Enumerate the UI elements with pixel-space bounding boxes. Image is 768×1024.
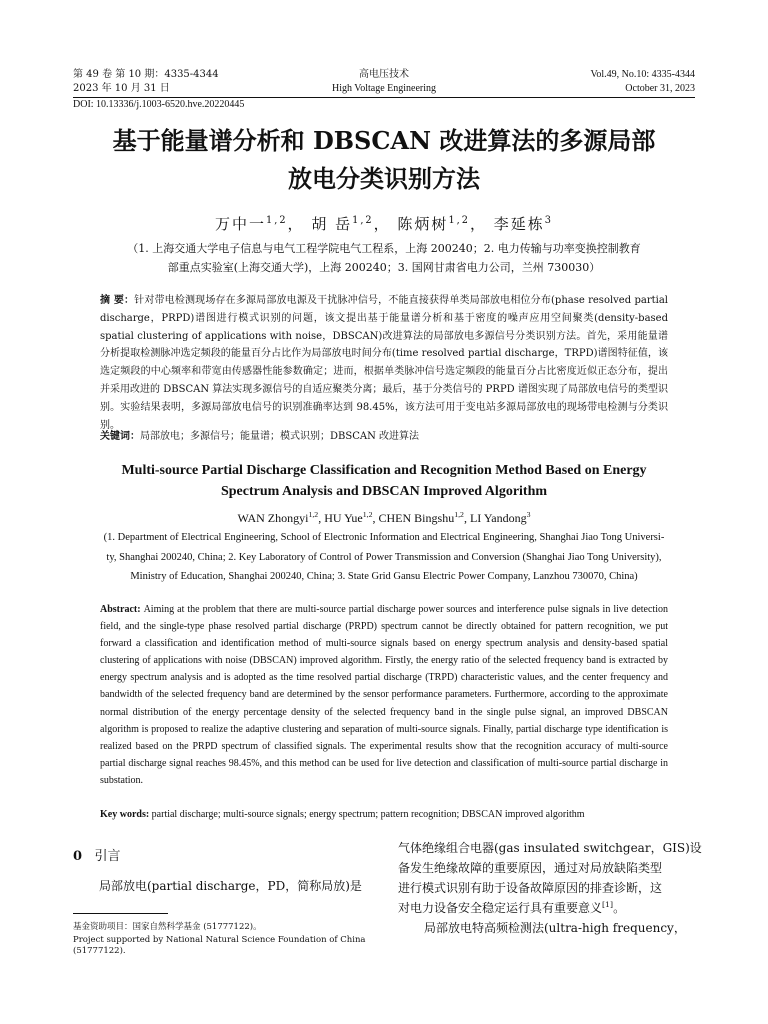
journal-volume-issue: 第 49 卷 第 10 期：4335-4344	[73, 69, 219, 80]
keywords-cn-label: 关键词：	[100, 431, 140, 442]
keywords-en	[100, 808, 680, 822]
intro-paragraph-right-line2: 备发生绝缘故障的重要原因，通过对局放缺陷类型	[398, 861, 663, 875]
title-cn-line2: 放电分类识别方法	[288, 164, 480, 193]
footnote-rule	[73, 913, 168, 914]
affiliation-en-line3: Ministry of Education, Shanghai 200240, China; 3. State Grid Gansu Electric Power Company, Lanzhou 730070, China)	[130, 571, 638, 582]
journal-name-cn: 高电压技术	[359, 69, 409, 80]
authors-en	[40, 510, 728, 526]
section-heading	[73, 848, 120, 866]
footnote-cn: 基金资助项目：国家自然科学基金 (51777122)。	[73, 922, 262, 932]
author-cn: 李延栋$^3$	[493, 215, 553, 233]
title-en-line1: Multi-source Partial Discharge Classification and Recognition Method Based on Energy	[121, 463, 647, 478]
footnote-en-line1: Project supported by National Natural Science Foundation of China	[73, 935, 366, 945]
publication-date-en: October 31, 2023	[625, 83, 695, 94]
abstract-en-label: Abstract:	[100, 604, 141, 615]
author-en: WAN Zhongyi$^{1,2}$,	[237, 510, 325, 525]
author-cn: 万中一$^{1,2}$，	[215, 215, 305, 233]
citation-ref: [1]	[602, 900, 614, 909]
affiliation-cn-line2: 部重点实验室(上海交通大学)，上海 200240；3. 国网甘肃省电力公司，兰州 730030）	[167, 261, 601, 274]
title-cn-line1: 基于能量谱分析和 DBSCAN 改进算法的多源局部	[112, 126, 656, 155]
authors-cn	[40, 214, 728, 234]
abstract-en	[100, 601, 668, 789]
keywords-cn-text: 局部放电；多源信号；能量谱；模式识别；DBSCAN 改进算法	[140, 431, 420, 442]
keywords-en-label: Key words:	[100, 809, 150, 820]
intro-paragraph-right-2: 局部放电特高频检测法(ultra-high frequency，	[424, 921, 686, 935]
intro-paragraph-right-line1: 气体绝缘组合电器(gas insulated switchgear，GIS)设	[398, 841, 702, 855]
intro-paragraph-left: 局部放电(partial discharge，PD，简称局放)是	[99, 879, 362, 893]
publication-date-cn: 2023 年 10 月 31 日	[73, 83, 170, 94]
author-en: HU Yue$^{1,2}$,	[324, 510, 379, 525]
section-number: 0	[73, 849, 83, 864]
affiliation-en-line2: ty, Shanghai 200240, China; 2. Key Laboratory of Control of Power Transmission and Conversion (Shanghai Jiao Tong University),	[106, 552, 662, 563]
intro-paragraph-right-line3: 进行模式识别有助于设备故障原因的排查诊断，这	[398, 881, 663, 895]
author-cn: 陈炳树$^{1,2}$，	[397, 215, 487, 233]
journal-name-en: High Voltage Engineering	[331, 83, 437, 94]
footnote-en-line2: (51777122).	[73, 946, 126, 956]
section-title: 引言	[94, 849, 121, 864]
keywords-cn	[100, 428, 668, 446]
affiliation-cn-line1: （1. 上海交通大学电子信息与电气工程学院电气工程系，上海 200240；2. 电力传输与功率变换控制教育	[127, 242, 641, 255]
author-cn: 胡 岳$^{1,2}$，	[311, 215, 391, 233]
abstract-cn-text: 针对带电检测现场存在多源局部放电源及干扰脉冲信号，不能直接获得单类局部放电相位分布(phase resolved partial discharge，PRPD)谱图进行模式识别的问题，该文提出基于能量谱分析和基于密度的噪声应用空间聚类(density-based spatial clustering of applications with noise，DBSCAN)改进算法的局部放电多源信号分类识别方法。首先，采用能量谱分析提取检测脉冲选定频段的能量百分占比作为局部放电时间分布(time resolved partial discharge，TRPD)谱图特征值，该选定频段的中心频率和带宽由传感器性能参数确定；进而，根据单类脉冲信号选定频段的能量百分占比密度近似正态分布，提出并采用改进的 DBSCAN 算法实现多源信号的自适应聚类分离；最后，基于分类信号的 PRPD 谱图实现了局部放电信号的类型识别。实验结果表明，多源局部放电信号的识别准确率达到 98.45%，该方法可用于变电站多源局部放电的现场带电检测与分类识别。	[100, 295, 668, 431]
author-en: LI Yandong$^3$	[469, 510, 531, 525]
doi: DOI: 10.13336/j.1003-6520.hve.20220445	[73, 99, 245, 110]
title-en-line2: Spectrum Analysis and DBSCAN Improved Algorithm	[220, 484, 548, 499]
abstract-en-text: Aiming at the problem that there are multi-source partial discharge power sources and interference pulse signals in live detection field, and the single-type phase resolved partial discharge (PRPD) spectrum cannot be directly obtained for pattern recognition, we put forward a classification and identification method of multi-source signals based on energy spectrum analysis and density-based spatial clustering of applications with noise (DBSCAN) improved algorithm. Firstly, the energy ratio of the selected frequency band is extracted by energy spectrum analysis and is adopted as the time resolved partial discharge (TRPD) characteristic values, and the center frequency and bandwidth of the selected frequency band are determined by the sensor performance parameters. Furthermore, according to the approximate normal distribution of the energy percentage density of the selected frequency band in the single pulse signal, an improved DBSCAN algorithm is proposed to realize the adaptive clustering and separation of multi-source signals. Finally, partial discharge type identification is realized based on the PRPD spectrum of classified signals. The experimental results show that the recognition accuracy of multi-source partial discharge signal reaches 98.45%, and this method can be used for live detection and classification of multi-source partial discharge in substation.	[100, 604, 668, 786]
abstract-cn	[100, 292, 668, 434]
author-en: CHEN Bingshu$^{1,2}$,	[378, 510, 470, 525]
volume-en: Vol.49, No.10: 4335-4344	[590, 69, 695, 80]
intro-paragraph-right-line4: 对电力设备安全稳定运行具有重要意义[1]。	[398, 900, 626, 915]
affiliation-en-line1: (1. Department of Electrical Engineering, School of Electronic Information and Electrical Engineering, Shanghai Jiao Tong Universi-	[103, 532, 665, 543]
abstract-cn-label: 摘 要：	[100, 295, 135, 306]
keywords-en-text: partial discharge; multi-source signals; energy spectrum; pattern recognition; DBSCAN improved algorithm	[151, 809, 585, 820]
